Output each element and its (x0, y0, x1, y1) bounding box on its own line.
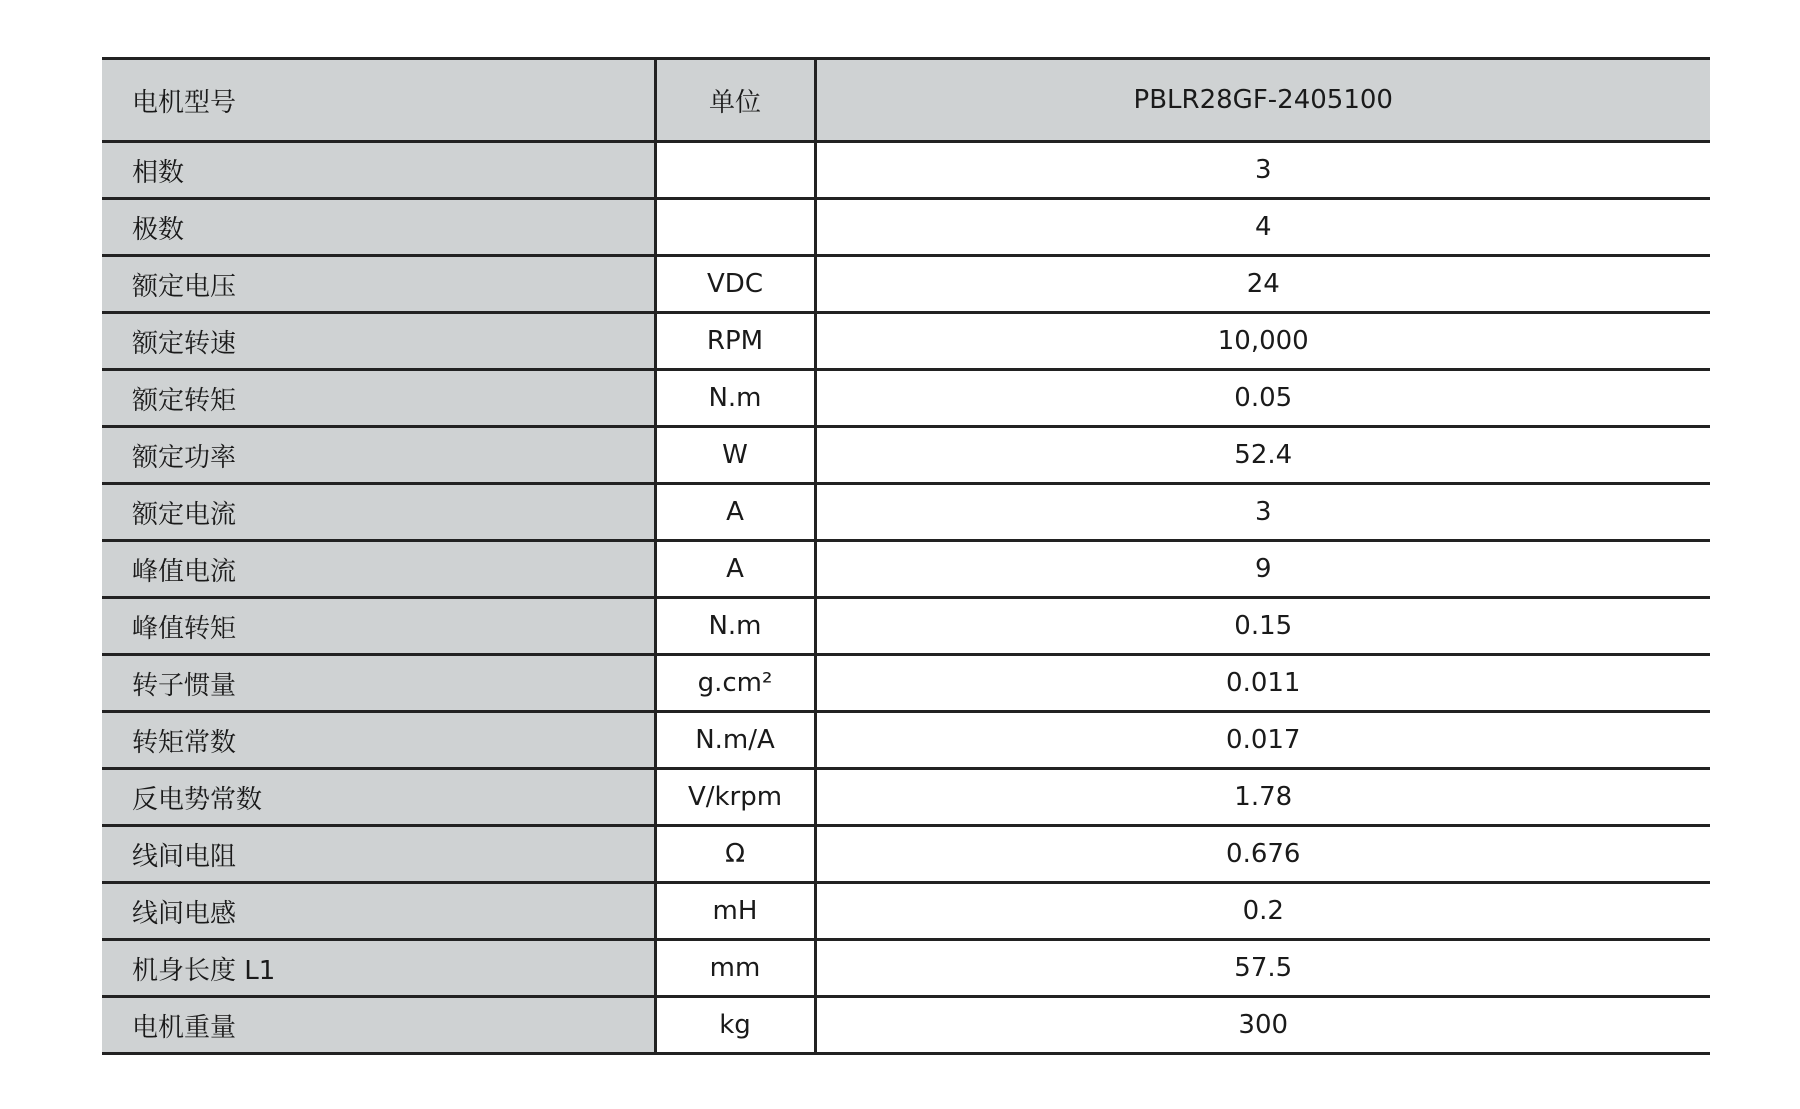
row-value: 0.011 (815, 655, 1710, 712)
table-row (102, 940, 1710, 997)
motor-spec-table (102, 57, 1710, 1055)
header-model-number: PBLR28GF-2405100 (815, 59, 1710, 142)
row-value: 9 (815, 541, 1710, 598)
row-value: 3 (815, 142, 1710, 199)
row-value: 0.05 (815, 370, 1710, 427)
row-name: 额定转矩 (102, 370, 655, 427)
row-value: 52.4 (815, 427, 1710, 484)
header-model-label: 电机型号 (102, 59, 655, 142)
table-row (102, 598, 1710, 655)
row-name: 额定电压 (102, 256, 655, 313)
row-unit: RPM (655, 313, 815, 370)
row-unit: kg (655, 997, 815, 1054)
row-unit: A (655, 484, 815, 541)
row-unit: g.cm² (655, 655, 815, 712)
table-row (102, 484, 1710, 541)
row-unit: VDC (655, 256, 815, 313)
row-unit: N.m/A (655, 712, 815, 769)
row-name: 极数 (102, 199, 655, 256)
row-name: 转矩常数 (102, 712, 655, 769)
row-name: 额定转速 (102, 313, 655, 370)
table-row (102, 427, 1710, 484)
row-value: 24 (815, 256, 1710, 313)
row-unit: mH (655, 883, 815, 940)
row-name: 线间电阻 (102, 826, 655, 883)
row-value: 0.017 (815, 712, 1710, 769)
row-unit: W (655, 427, 815, 484)
table-row (102, 541, 1710, 598)
table-row (102, 256, 1710, 313)
table-row (102, 883, 1710, 940)
row-name: 线间电感 (102, 883, 655, 940)
row-value: 0.15 (815, 598, 1710, 655)
table-row (102, 769, 1710, 826)
row-name: 转子惯量 (102, 655, 655, 712)
row-unit: V/krpm (655, 769, 815, 826)
table-row (102, 142, 1710, 199)
row-value: 0.2 (815, 883, 1710, 940)
table-row (102, 313, 1710, 370)
table-row (102, 997, 1710, 1054)
row-unit: A (655, 541, 815, 598)
row-name: 机身长度 L1 (102, 940, 655, 997)
row-name: 相数 (102, 142, 655, 199)
row-value: 4 (815, 199, 1710, 256)
row-name: 额定功率 (102, 427, 655, 484)
row-name: 反电势常数 (102, 769, 655, 826)
table-row (102, 199, 1710, 256)
row-unit: N.m (655, 598, 815, 655)
row-name: 电机重量 (102, 997, 655, 1054)
row-value: 10,000 (815, 313, 1710, 370)
row-value: 0.676 (815, 826, 1710, 883)
row-unit (655, 199, 815, 256)
row-value: 1.78 (815, 769, 1710, 826)
row-unit: mm (655, 940, 815, 997)
row-name: 峰值转矩 (102, 598, 655, 655)
row-name: 峰值电流 (102, 541, 655, 598)
row-unit (655, 142, 815, 199)
row-value: 300 (815, 997, 1710, 1054)
row-unit: Ω (655, 826, 815, 883)
row-value: 57.5 (815, 940, 1710, 997)
row-value: 3 (815, 484, 1710, 541)
row-unit: N.m (655, 370, 815, 427)
header-unit-label: 单位 (655, 59, 815, 142)
table-row (102, 712, 1710, 769)
row-name: 额定电流 (102, 484, 655, 541)
table-row (102, 655, 1710, 712)
table-row (102, 370, 1710, 427)
table-header-row (102, 59, 1710, 142)
table-row (102, 826, 1710, 883)
